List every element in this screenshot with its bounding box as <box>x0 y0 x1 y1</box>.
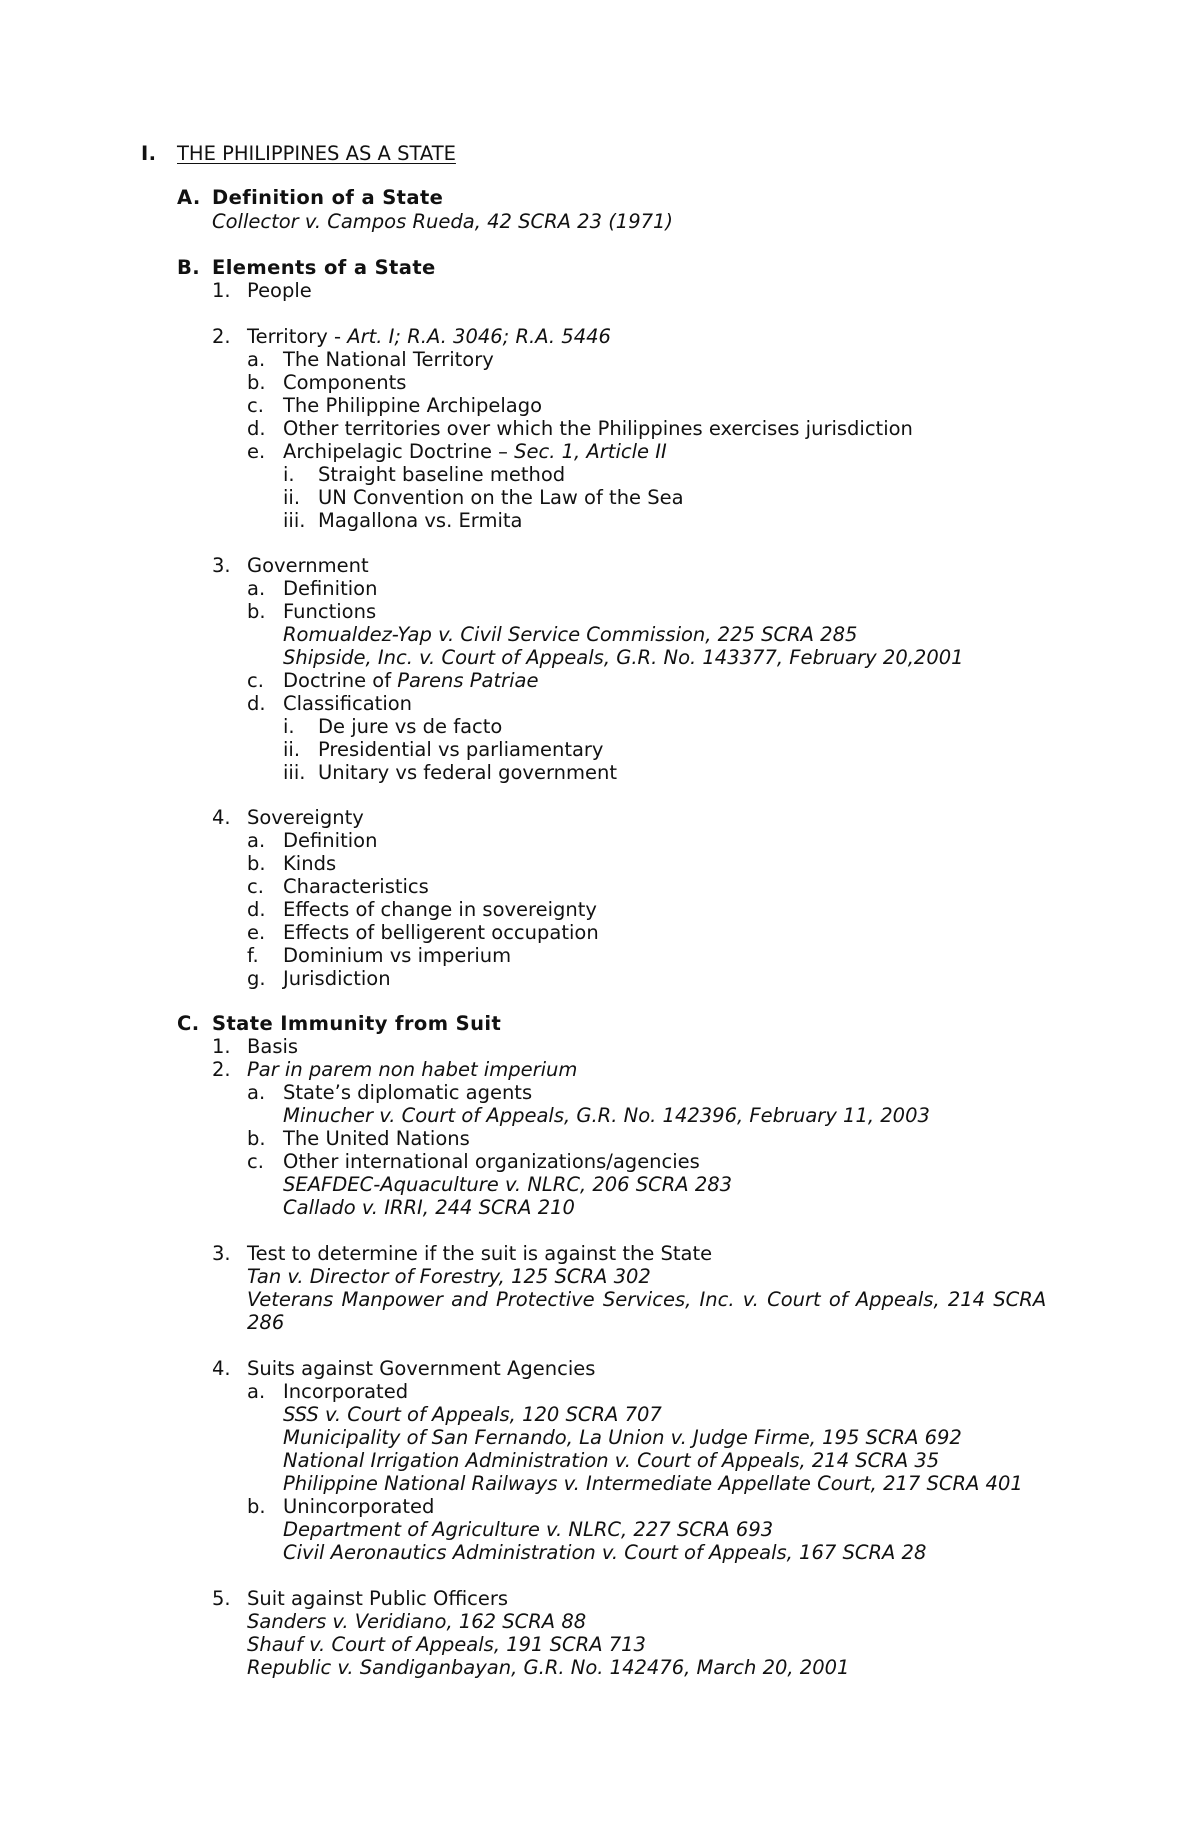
list-letter: c. <box>247 669 264 692</box>
list-letter: c. <box>247 875 264 898</box>
list-item: Other international organizations/agencies <box>283 1150 700 1173</box>
list-letter: c. <box>247 1150 264 1173</box>
list-number: 5. <box>212 1587 231 1610</box>
list-roman: iii. <box>283 761 306 784</box>
list-item-par-in-parem: Par in parem non habet imperium <box>247 1058 578 1081</box>
case-citation: Minucher v. Court of Appeals, G.R. No. 142396, February 11, 2003 <box>283 1104 930 1127</box>
list-item-government: Government <box>247 554 369 577</box>
list-item: State’s diplomatic agents <box>283 1081 533 1104</box>
case-citation: Shipside, Inc. v. Court of Appeals, G.R. No. 143377, February 20,2001 <box>283 646 964 669</box>
list-item-test: Test to determine if the suit is against the State <box>247 1242 713 1265</box>
case-citation: Sanders v. Veridiano, 162 SCRA 88 <box>247 1610 587 1633</box>
list-item: Straight baseline method <box>318 463 566 486</box>
case-citation: Collector v. Campos Rueda, 42 SCRA 23 (1971) <box>212 210 674 233</box>
list-item: The National Territory <box>283 348 494 371</box>
list-letter: a. <box>247 348 266 371</box>
list-number: 1. <box>212 279 231 302</box>
case-citation: Municipality of San Fernando, La Union v. Judge Firme, 195 SCRA 692 <box>283 1426 962 1449</box>
list-item: Jurisdiction <box>283 967 391 990</box>
list-number: 3. <box>212 554 231 577</box>
list-item: Kinds <box>283 852 337 875</box>
section-number: I. <box>141 142 157 165</box>
list-item: Presidential vs parliamentary <box>318 738 604 761</box>
list-letter: d. <box>247 898 266 921</box>
case-citation: Civil Aeronautics Administration v. Court of Appeals, 167 SCRA 28 <box>283 1541 927 1564</box>
list-roman: ii. <box>283 486 301 509</box>
list-letter: c. <box>247 394 264 417</box>
case-citation: Callado v. IRRI, 244 SCRA 210 <box>283 1196 575 1219</box>
list-item: The United Nations <box>283 1127 470 1150</box>
list-item-officers: Suit against Public Officers <box>247 1587 509 1610</box>
case-citation: Shauf v. Court of Appeals, 191 SCRA 713 <box>247 1633 646 1656</box>
item-reference: Parens Patriae <box>397 669 539 692</box>
section-title: THE PHILIPPINES AS A STATE <box>177 142 456 165</box>
case-citation: Veterans Manpower and Protective Services, Inc. v. Court of Appeals, 214 SCRA <box>247 1288 1047 1311</box>
list-item-sovereignty: Sovereignty <box>247 806 364 829</box>
list-letter: f. <box>247 944 259 967</box>
list-item-basis: Basis <box>247 1035 299 1058</box>
list-item: De jure vs de facto <box>318 715 503 738</box>
list-roman: i. <box>283 715 295 738</box>
list-letter: b. <box>247 1127 266 1150</box>
list-letter: e. <box>247 440 266 463</box>
subsection-b-letter: B. <box>177 256 201 279</box>
list-letter: a. <box>247 1380 266 1403</box>
list-item-people: People <box>247 279 312 302</box>
item-text: Doctrine of <box>283 669 398 692</box>
list-letter: a. <box>247 577 266 600</box>
list-letter: d. <box>247 417 266 440</box>
list-letter: a. <box>247 829 266 852</box>
list-item: Components <box>283 371 407 394</box>
subsection-b-title: Elements of a State <box>212 256 436 279</box>
subsection-a-title: Definition of a State <box>212 186 444 209</box>
list-item: Definition <box>283 829 378 852</box>
list-letter: e. <box>247 921 266 944</box>
case-citation: Philippine National Railways v. Intermediate Appellate Court, 217 SCRA 401 <box>283 1472 1023 1495</box>
list-item: Dominium vs imperium <box>283 944 512 967</box>
list-item: Definition <box>283 577 378 600</box>
list-item: UN Convention on the Law of the Sea <box>318 486 684 509</box>
list-item: Unincorporated <box>283 1495 435 1518</box>
list-number: 2. <box>212 1058 231 1081</box>
list-number: 3. <box>212 1242 231 1265</box>
list-item: The Philippine Archipelago <box>283 394 543 417</box>
subsection-c-title: State Immunity from Suit <box>212 1012 502 1035</box>
list-number: 4. <box>212 806 231 829</box>
list-number: 2. <box>212 325 231 348</box>
list-letter: g. <box>247 967 266 990</box>
case-citation: Tan v. Director of Forestry, 125 SCRA 302 <box>247 1265 651 1288</box>
list-item: Effects of change in sovereignty <box>283 898 597 921</box>
subsection-a-letter: A. <box>177 186 201 209</box>
list-item-territory <box>247 325 611 349</box>
case-citation: Republic v. Sandiganbayan, G.R. No. 142476, March 20, 2001 <box>247 1656 850 1679</box>
list-roman: ii. <box>283 738 301 761</box>
list-number: 4. <box>212 1357 231 1380</box>
list-number: 1. <box>212 1035 231 1058</box>
item-reference: Sec. 1, Article II <box>514 440 667 463</box>
case-citation: SEAFDEC-Aquaculture v. NLRC, 206 SCRA 283 <box>283 1173 733 1196</box>
list-roman: i. <box>283 463 295 486</box>
list-letter: a. <box>247 1081 266 1104</box>
case-citation: Romualdez-Yap v. Civil Service Commission, 225 SCRA 285 <box>283 623 858 646</box>
item-text: Archipelagic Doctrine – <box>283 440 515 463</box>
list-item <box>283 669 538 693</box>
territory-reference: Art. I; R.A. 3046; R.A. 5446 <box>347 325 611 348</box>
list-item: Incorporated <box>283 1380 409 1403</box>
list-letter: b. <box>247 852 266 875</box>
list-letter: b. <box>247 600 266 623</box>
list-letter: d. <box>247 692 266 715</box>
list-item: Effects of belligerent occupation <box>283 921 599 944</box>
list-item: Other territories over which the Philippines exercises jurisdiction <box>283 417 913 440</box>
list-letter: b. <box>247 1495 266 1518</box>
case-citation: Department of Agriculture v. NLRC, 227 SCRA 693 <box>283 1518 774 1541</box>
list-item <box>283 440 667 464</box>
subsection-c-letter: C. <box>177 1012 200 1035</box>
case-citation: National Irrigation Administration v. Court of Appeals, 214 SCRA 35 <box>283 1449 940 1472</box>
list-item: Characteristics <box>283 875 429 898</box>
list-item-agencies: Suits against Government Agencies <box>247 1357 596 1380</box>
case-citation: SSS v. Court of Appeals, 120 SCRA 707 <box>283 1403 662 1426</box>
list-letter: b. <box>247 371 266 394</box>
list-item: Functions <box>283 600 377 623</box>
list-roman: iii. <box>283 509 306 532</box>
list-item: Magallona vs. Ermita <box>318 509 523 532</box>
case-citation: 286 <box>247 1311 285 1334</box>
list-item: Unitary vs federal government <box>318 761 617 784</box>
territory-label: Territory - <box>247 325 348 348</box>
list-item: Classification <box>283 692 413 715</box>
